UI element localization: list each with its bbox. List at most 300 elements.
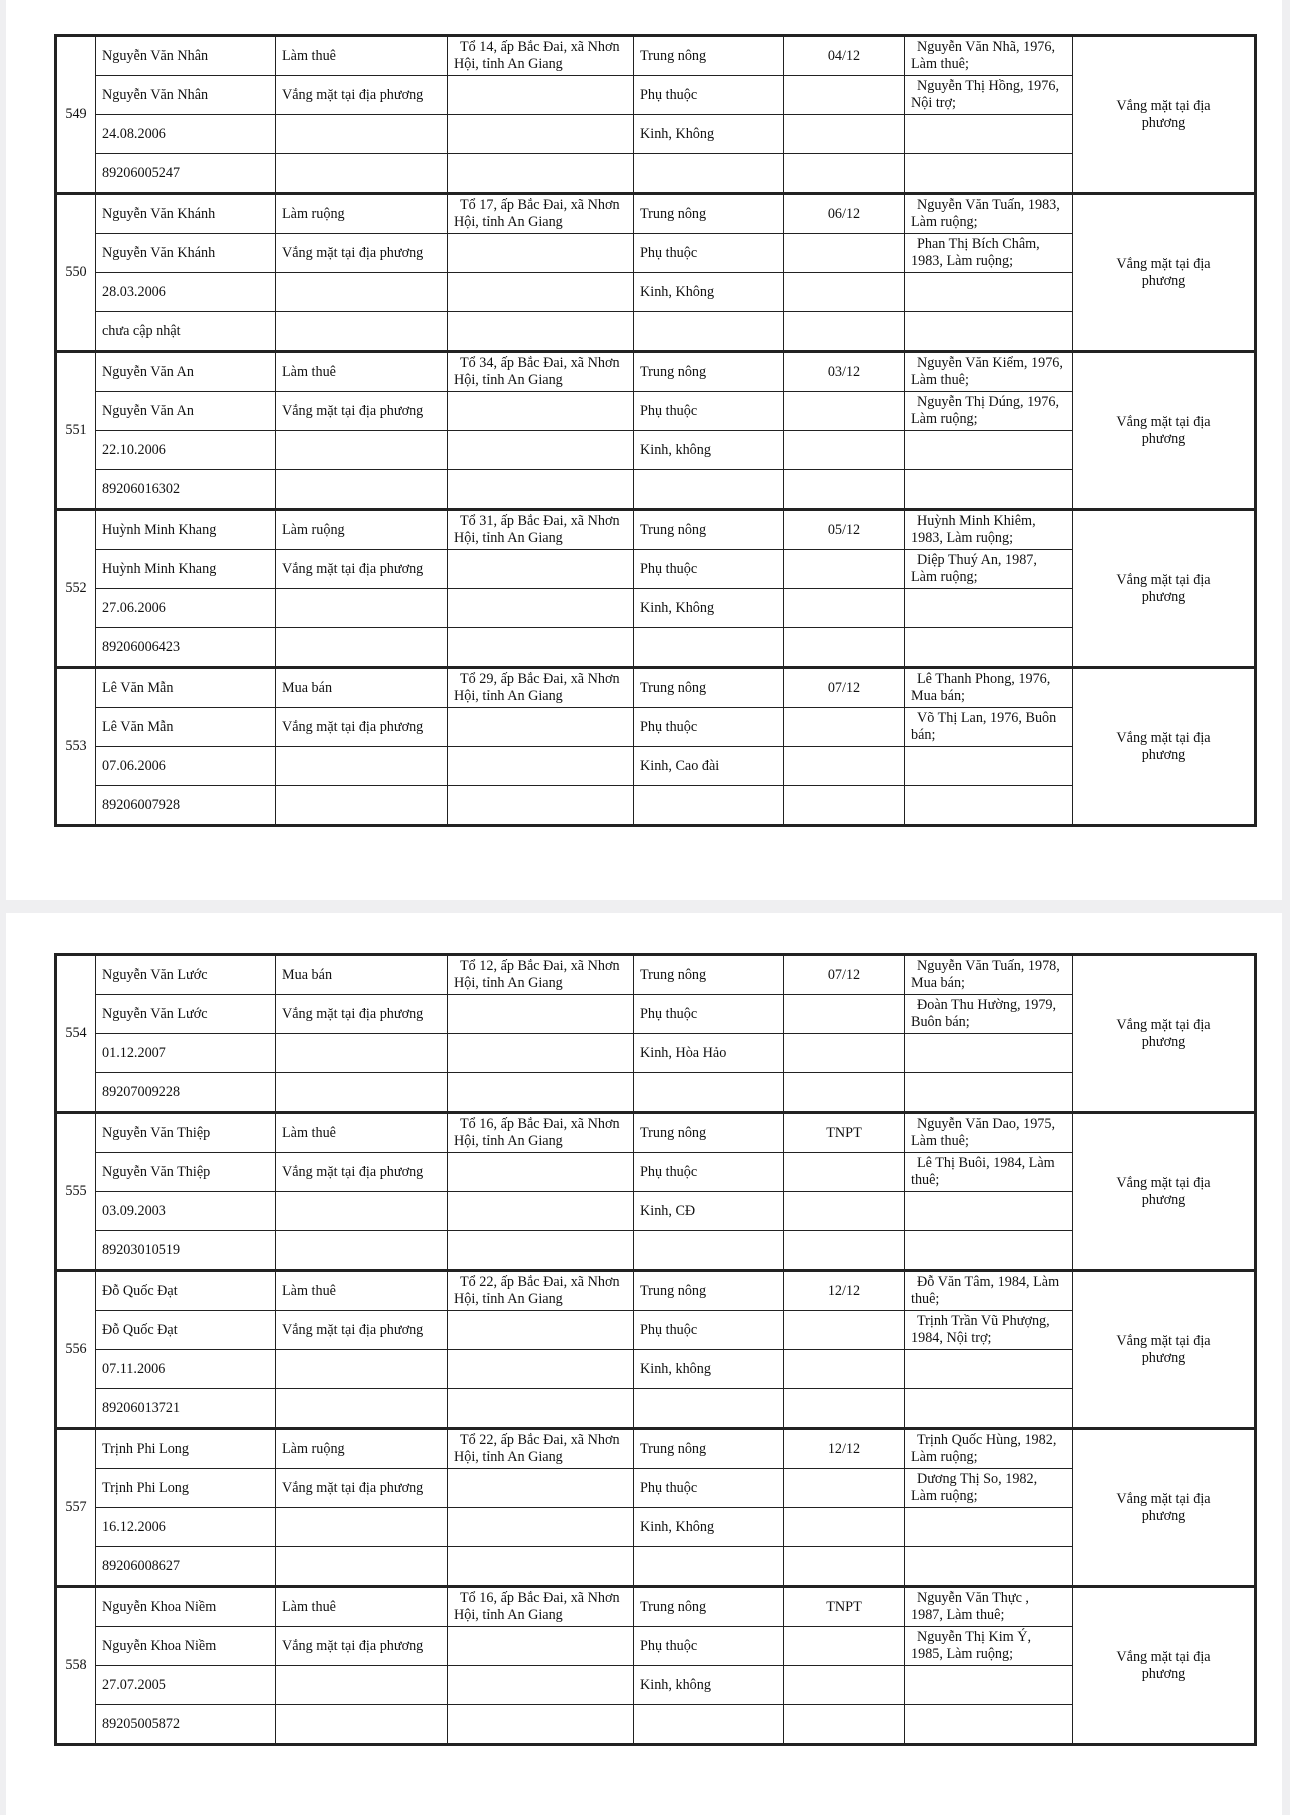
empty-cell: [905, 115, 1073, 154]
empty-cell: [276, 1231, 448, 1271]
address: [448, 510, 634, 550]
empty-cell: [784, 1508, 905, 1547]
full-name: Huỳnh Minh Khang: [96, 510, 276, 550]
empty-cell: [448, 76, 634, 115]
record-code: 12/12: [784, 1429, 905, 1469]
dependency: Phụ thuộc: [634, 76, 784, 115]
full-name: Nguyễn Khoa Niềm: [96, 1587, 276, 1627]
ethnicity-religion: Kinh, Không: [634, 115, 784, 154]
empty-cell: [634, 786, 784, 826]
status-line-1: Vắng mặt tại địa: [1116, 1648, 1211, 1665]
ethnicity-religion: Kinh, Hòa Hảo: [634, 1034, 784, 1073]
record-status: [1073, 36, 1256, 194]
father-info: [905, 194, 1073, 234]
status-line-1: Vắng mặt tại địa: [1116, 1174, 1211, 1191]
record-code: TNPT: [784, 1587, 905, 1627]
mother-info: [905, 1627, 1073, 1666]
empty-cell: [784, 550, 905, 589]
father-line-2: 1983, Làm ruộng;: [911, 530, 1014, 546]
status-line-2: phương: [1141, 1033, 1186, 1050]
empty-cell: [448, 1547, 634, 1587]
full-name: Nguyễn Văn Nhân: [96, 36, 276, 76]
occupation: Làm ruộng: [276, 194, 448, 234]
mother-line-2: 1984, Nội trợ;: [911, 1330, 992, 1346]
father-line-1: Đỗ Văn Tâm, 1984, Làm: [917, 1274, 1060, 1291]
father-info: [905, 955, 1073, 995]
mother-info: [905, 392, 1073, 431]
dependency: Phụ thuộc: [634, 1153, 784, 1192]
empty-cell: [276, 628, 448, 668]
address: [448, 36, 634, 76]
record-number: 551: [56, 352, 96, 510]
record-number: 555: [56, 1113, 96, 1271]
record-row: [56, 1587, 1256, 1627]
id-number: 89207009228: [96, 1073, 276, 1113]
empty-cell: [784, 1231, 905, 1271]
empty-cell: [448, 1034, 634, 1073]
empty-cell: [784, 392, 905, 431]
empty-cell: [784, 234, 905, 273]
father-line-2: Làm thuê;: [911, 56, 969, 72]
record-status: [1073, 194, 1256, 352]
empty-cell: [276, 1666, 448, 1705]
presence: Vắng mặt tại địa phương: [276, 76, 448, 115]
full-name: Lê Văn Mẫn: [96, 668, 276, 708]
address: [448, 955, 634, 995]
empty-cell: [784, 786, 905, 826]
empty-cell: [905, 1192, 1073, 1231]
dependency: Phụ thuộc: [634, 1469, 784, 1508]
social-class: Trung nông: [634, 1113, 784, 1153]
father-line-2: Làm ruộng;: [911, 1449, 978, 1465]
status-line-2: phương: [1141, 1665, 1186, 1682]
occupation: Làm thuê: [276, 36, 448, 76]
record-code: 03/12: [784, 352, 905, 392]
mother-line-1: Diệp Thuý An, 1987,: [917, 552, 1037, 569]
full-name-repeat: Lê Văn Mẫn: [96, 708, 276, 747]
empty-cell: [905, 1350, 1073, 1389]
ethnicity-religion: Kinh, Cao đài: [634, 747, 784, 786]
document-page-1: [6, 0, 1282, 900]
empty-cell: [784, 273, 905, 312]
ethnicity-religion: Kinh, Không: [634, 273, 784, 312]
id-number: 89205005872: [96, 1705, 276, 1745]
empty-cell: [448, 708, 634, 747]
empty-cell: [784, 470, 905, 510]
mother-line-2: 1985, Làm ruộng;: [911, 1646, 1014, 1662]
status-line-1: Vắng mặt tại địa: [1116, 1016, 1211, 1033]
social-class: Trung nông: [634, 36, 784, 76]
presence: Vắng mặt tại địa phương: [276, 392, 448, 431]
birth-date: 03.09.2003: [96, 1192, 276, 1231]
id-number: 89206008627: [96, 1547, 276, 1587]
address-line-2: Hội, tỉnh An Giang: [454, 372, 563, 388]
record-status: [1073, 1587, 1256, 1745]
status-line-1: Vắng mặt tại địa: [1116, 255, 1211, 272]
empty-cell: [784, 1311, 905, 1350]
id-number: 89206013721: [96, 1389, 276, 1429]
records-table: [54, 34, 1257, 827]
empty-cell: [634, 628, 784, 668]
social-class: Trung nông: [634, 352, 784, 392]
ethnicity-religion: Kinh, Không: [634, 589, 784, 628]
record-number: 557: [56, 1429, 96, 1587]
mother-line-2: bán;: [911, 727, 936, 743]
empty-cell: [905, 431, 1073, 470]
mother-line-2: Làm ruộng;: [911, 569, 978, 585]
record-code: 07/12: [784, 955, 905, 995]
empty-cell: [448, 234, 634, 273]
record-number: 556: [56, 1271, 96, 1429]
father-line-2: thuê;: [911, 1291, 940, 1307]
address-line-1: Tổ 34, ấp Bắc Đai, xã Nhơn: [460, 355, 620, 372]
full-name: Trịnh Phi Long: [96, 1429, 276, 1469]
id-number: 89206005247: [96, 154, 276, 194]
presence: Vắng mặt tại địa phương: [276, 708, 448, 747]
birth-date: 27.06.2006: [96, 589, 276, 628]
presence: Vắng mặt tại địa phương: [276, 234, 448, 273]
mother-info: [905, 550, 1073, 589]
father-info: [905, 352, 1073, 392]
id-number: 89206007928: [96, 786, 276, 826]
record-row: [56, 1113, 1256, 1153]
empty-cell: [784, 431, 905, 470]
empty-cell: [784, 995, 905, 1034]
full-name: Nguyễn Văn An: [96, 352, 276, 392]
empty-cell: [448, 431, 634, 470]
address: [448, 1113, 634, 1153]
empty-cell: [784, 76, 905, 115]
empty-cell: [448, 1231, 634, 1271]
empty-cell: [448, 747, 634, 786]
address-line-2: Hội, tỉnh An Giang: [454, 530, 563, 546]
mother-info: [905, 708, 1073, 747]
empty-cell: [634, 312, 784, 352]
id-number: 89206006423: [96, 628, 276, 668]
empty-cell: [276, 1389, 448, 1429]
presence: Vắng mặt tại địa phương: [276, 1153, 448, 1192]
record-row: [56, 1429, 1256, 1469]
full-name-repeat: Đỗ Quốc Đạt: [96, 1311, 276, 1350]
social-class: Trung nông: [634, 1587, 784, 1627]
empty-cell: [784, 1034, 905, 1073]
mother-line-1: Trịnh Trần Vũ Phượng,: [917, 1313, 1050, 1330]
mother-line-1: Nguyễn Thị Hồng, 1976,: [917, 78, 1059, 95]
mother-line-2: 1983, Làm ruộng;: [911, 253, 1014, 269]
empty-cell: [448, 1311, 634, 1350]
address-line-2: Hội, tỉnh An Giang: [454, 56, 563, 72]
address: [448, 1271, 634, 1311]
occupation: Làm thuê: [276, 1587, 448, 1627]
empty-cell: [448, 1192, 634, 1231]
empty-cell: [784, 628, 905, 668]
empty-cell: [448, 1705, 634, 1745]
presence: Vắng mặt tại địa phương: [276, 1469, 448, 1508]
empty-cell: [276, 115, 448, 154]
occupation: Mua bán: [276, 955, 448, 995]
empty-cell: [784, 312, 905, 352]
empty-cell: [905, 273, 1073, 312]
empty-cell: [784, 1547, 905, 1587]
empty-cell: [448, 1508, 634, 1547]
record-status: [1073, 510, 1256, 668]
empty-cell: [784, 115, 905, 154]
father-line-2: Mua bán;: [911, 688, 965, 704]
address-line-1: Tổ 14, ấp Bắc Đai, xã Nhơn: [460, 39, 620, 56]
social-class: Trung nông: [634, 1271, 784, 1311]
empty-cell: [276, 786, 448, 826]
empty-cell: [276, 154, 448, 194]
record-row: [56, 352, 1256, 392]
father-info: [905, 668, 1073, 708]
records-table: [54, 953, 1257, 1746]
empty-cell: [784, 1666, 905, 1705]
mother-line-2: thuê;: [911, 1172, 940, 1188]
empty-cell: [784, 1389, 905, 1429]
ethnicity-religion: Kinh, không: [634, 1666, 784, 1705]
father-info: [905, 1113, 1073, 1153]
empty-cell: [448, 628, 634, 668]
empty-cell: [784, 1627, 905, 1666]
empty-cell: [276, 470, 448, 510]
empty-cell: [276, 747, 448, 786]
father-line-1: Nguyễn Văn Tuấn, 1983,: [917, 197, 1060, 214]
status-line-1: Vắng mặt tại địa: [1116, 1490, 1211, 1507]
presence: Vắng mặt tại địa phương: [276, 995, 448, 1034]
empty-cell: [905, 1508, 1073, 1547]
empty-cell: [448, 1666, 634, 1705]
address-line-1: Tổ 29, ấp Bắc Đai, xã Nhơn: [460, 671, 620, 688]
father-line-2: 1987, Làm thuê;: [911, 1607, 1005, 1623]
mother-line-1: Võ Thị Lan, 1976, Buôn: [917, 710, 1057, 727]
mother-info: [905, 1153, 1073, 1192]
father-line-1: Lê Thanh Phong, 1976,: [917, 671, 1051, 688]
mother-info: [905, 234, 1073, 273]
empty-cell: [448, 470, 634, 510]
address-line-2: Hội, tỉnh An Giang: [454, 975, 563, 991]
empty-cell: [448, 154, 634, 194]
address-line-2: Hội, tỉnh An Giang: [454, 214, 563, 230]
father-line-1: Nguyễn Văn Nhã, 1976,: [917, 39, 1056, 56]
mother-line-2: Nội trợ;: [911, 95, 956, 111]
mother-line-1: Dương Thị So, 1982,: [917, 1471, 1038, 1488]
empty-cell: [784, 1153, 905, 1192]
empty-cell: [448, 392, 634, 431]
full-name-repeat: Nguyễn Văn Lước: [96, 995, 276, 1034]
full-name: Đỗ Quốc Đạt: [96, 1271, 276, 1311]
birth-date: 24.08.2006: [96, 115, 276, 154]
record-code: 05/12: [784, 510, 905, 550]
father-line-1: Huỳnh Minh Khiêm,: [917, 513, 1036, 530]
mother-info: [905, 1469, 1073, 1508]
mother-line-2: Làm ruộng;: [911, 411, 978, 427]
dependency: Phụ thuộc: [634, 708, 784, 747]
occupation: Làm ruộng: [276, 510, 448, 550]
status-line-2: phương: [1141, 114, 1186, 131]
birth-date: 16.12.2006: [96, 1508, 276, 1547]
id-number: 89206016302: [96, 470, 276, 510]
empty-cell: [784, 747, 905, 786]
occupation: Mua bán: [276, 668, 448, 708]
empty-cell: [276, 431, 448, 470]
address-line-1: Tổ 16, ấp Bắc Đai, xã Nhơn: [460, 1116, 620, 1133]
dependency: Phụ thuộc: [634, 995, 784, 1034]
empty-cell: [448, 312, 634, 352]
dependency: Phụ thuộc: [634, 1627, 784, 1666]
record-status: [1073, 352, 1256, 510]
empty-cell: [448, 550, 634, 589]
status-line-2: phương: [1141, 272, 1186, 289]
record-status: [1073, 1113, 1256, 1271]
empty-cell: [634, 1547, 784, 1587]
birth-date: 28.03.2006: [96, 273, 276, 312]
address-line-2: Hội, tỉnh An Giang: [454, 688, 563, 704]
empty-cell: [784, 1469, 905, 1508]
record-row: [56, 668, 1256, 708]
social-class: Trung nông: [634, 1429, 784, 1469]
empty-cell: [905, 1231, 1073, 1271]
empty-cell: [276, 1508, 448, 1547]
status-line-1: Vắng mặt tại địa: [1116, 97, 1211, 114]
empty-cell: [905, 1389, 1073, 1429]
id-number: 89203010519: [96, 1231, 276, 1271]
id-number: chưa cập nhật: [96, 312, 276, 352]
record-number: 550: [56, 194, 96, 352]
record-row: [56, 1271, 1256, 1311]
empty-cell: [634, 1231, 784, 1271]
record-code: 06/12: [784, 194, 905, 234]
father-line-2: Làm thuê;: [911, 372, 969, 388]
birth-date: 07.06.2006: [96, 747, 276, 786]
full-name: Nguyễn Văn Lước: [96, 955, 276, 995]
empty-cell: [276, 1034, 448, 1073]
empty-cell: [905, 1034, 1073, 1073]
presence: Vắng mặt tại địa phương: [276, 1627, 448, 1666]
record-code: 12/12: [784, 1271, 905, 1311]
status-line-2: phương: [1141, 1349, 1186, 1366]
empty-cell: [905, 786, 1073, 826]
empty-cell: [784, 589, 905, 628]
empty-cell: [784, 708, 905, 747]
record-code: 04/12: [784, 36, 905, 76]
father-line-1: Nguyễn Văn Kiểm, 1976,: [917, 355, 1063, 372]
mother-line-2: Làm ruộng;: [911, 1488, 978, 1504]
address-line-2: Hội, tỉnh An Giang: [454, 1133, 563, 1149]
empty-cell: [448, 1469, 634, 1508]
ethnicity-religion: Kinh, Không: [634, 1508, 784, 1547]
empty-cell: [784, 1192, 905, 1231]
empty-cell: [448, 589, 634, 628]
status-line-2: phương: [1141, 1191, 1186, 1208]
empty-cell: [276, 1350, 448, 1389]
record-status: [1073, 955, 1256, 1113]
record-row: [56, 36, 1256, 76]
occupation: Làm ruộng: [276, 1429, 448, 1469]
empty-cell: [905, 1705, 1073, 1745]
mother-line-1: Đoàn Thu Hường, 1979,: [917, 997, 1057, 1014]
address: [448, 352, 634, 392]
empty-cell: [276, 1547, 448, 1587]
document-page-2: [6, 913, 1282, 1815]
empty-cell: [634, 470, 784, 510]
full-name-repeat: Nguyễn Văn An: [96, 392, 276, 431]
address-line-1: Tổ 17, ấp Bắc Đai, xã Nhơn: [460, 197, 620, 214]
address-line-1: Tổ 22, ấp Bắc Đai, xã Nhơn: [460, 1432, 620, 1449]
address: [448, 1429, 634, 1469]
social-class: Trung nông: [634, 194, 784, 234]
empty-cell: [905, 470, 1073, 510]
empty-cell: [905, 1073, 1073, 1113]
address-line-1: Tổ 31, ấp Bắc Đai, xã Nhơn: [460, 513, 620, 530]
birth-date: 22.10.2006: [96, 431, 276, 470]
address-line-1: Tổ 12, ấp Bắc Đai, xã Nhơn: [460, 958, 620, 975]
empty-cell: [448, 1073, 634, 1113]
empty-cell: [276, 1705, 448, 1745]
father-line-1: Nguyễn Văn Dao, 1975,: [917, 1116, 1056, 1133]
status-line-2: phương: [1141, 588, 1186, 605]
status-line-1: Vắng mặt tại địa: [1116, 729, 1211, 746]
father-info: [905, 36, 1073, 76]
empty-cell: [276, 589, 448, 628]
full-name-repeat: Trịnh Phi Long: [96, 1469, 276, 1508]
record-number: 553: [56, 668, 96, 826]
social-class: Trung nông: [634, 510, 784, 550]
empty-cell: [276, 273, 448, 312]
occupation: Làm thuê: [276, 1271, 448, 1311]
address-line-2: Hội, tỉnh An Giang: [454, 1449, 563, 1465]
empty-cell: [448, 1350, 634, 1389]
ethnicity-religion: Kinh, không: [634, 431, 784, 470]
dependency: Phụ thuộc: [634, 550, 784, 589]
empty-cell: [905, 747, 1073, 786]
ethnicity-religion: Kinh, CĐ: [634, 1192, 784, 1231]
occupation: Làm thuê: [276, 1113, 448, 1153]
full-name-repeat: Nguyễn Văn Khánh: [96, 234, 276, 273]
full-name-repeat: Huỳnh Minh Khang: [96, 550, 276, 589]
address-line-1: Tổ 22, ấp Bắc Đai, xã Nhơn: [460, 1274, 620, 1291]
empty-cell: [634, 1073, 784, 1113]
mother-line-1: Nguyễn Thị Dúng, 1976,: [917, 394, 1059, 411]
empty-cell: [905, 628, 1073, 668]
empty-cell: [784, 1073, 905, 1113]
status-line-1: Vắng mặt tại địa: [1116, 571, 1211, 588]
empty-cell: [448, 115, 634, 154]
mother-line-1: Phan Thị Bích Châm,: [917, 236, 1040, 253]
record-number: 554: [56, 955, 96, 1113]
empty-cell: [784, 1350, 905, 1389]
empty-cell: [448, 1389, 634, 1429]
record-number: 552: [56, 510, 96, 668]
record-number: 558: [56, 1587, 96, 1745]
mother-info: [905, 76, 1073, 115]
records-table-wrap: [54, 34, 1254, 827]
mother-info: [905, 1311, 1073, 1350]
father-line-1: Nguyễn Văn Thực ,: [917, 1590, 1029, 1607]
empty-cell: [276, 1073, 448, 1113]
address-line-2: Hội, tỉnh An Giang: [454, 1607, 563, 1623]
record-status: [1073, 1271, 1256, 1429]
empty-cell: [448, 1627, 634, 1666]
father-line-2: Làm ruộng;: [911, 214, 978, 230]
address: [448, 1587, 634, 1627]
full-name-repeat: Nguyễn Văn Thiệp: [96, 1153, 276, 1192]
full-name-repeat: Nguyễn Văn Nhân: [96, 76, 276, 115]
mother-line-1: Lê Thị Buôi, 1984, Làm: [917, 1155, 1055, 1172]
empty-cell: [276, 1192, 448, 1231]
empty-cell: [634, 154, 784, 194]
presence: Vắng mặt tại địa phương: [276, 1311, 448, 1350]
full-name: Nguyễn Văn Thiệp: [96, 1113, 276, 1153]
